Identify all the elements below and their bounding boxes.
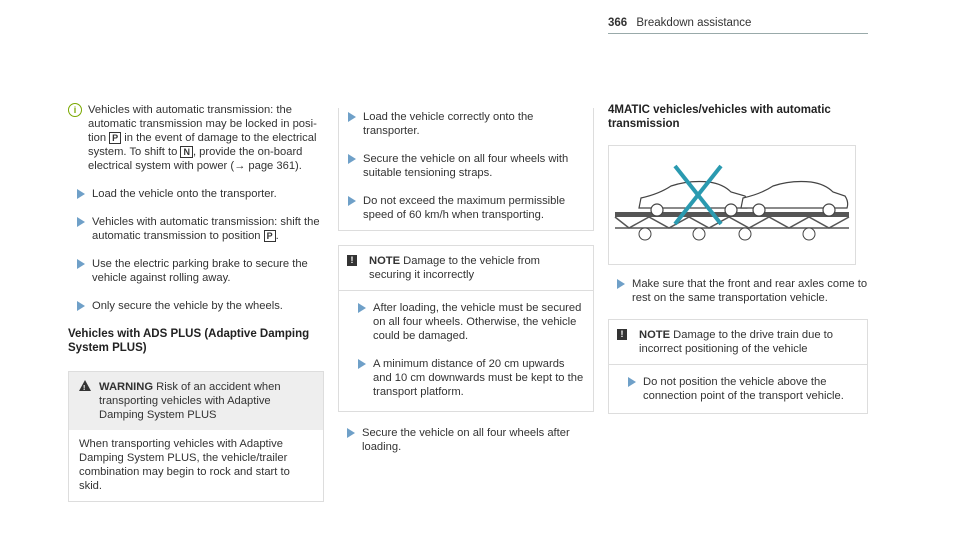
bullet-triangle-icon <box>617 279 625 289</box>
list-item: Load the vehicle correctly onto the transporter. <box>339 110 593 138</box>
list-item: Use the electric parking brake to secure the vehicle against rolling away. <box>68 257 324 285</box>
section-title: Breakdown assistance <box>636 17 752 29</box>
list-item: Make sure that the front and rear axles come to rest on the same transportation vehicle. <box>608 277 868 305</box>
column-1 <box>68 103 324 516</box>
notice-label: NOTE <box>369 255 401 267</box>
section-heading: 4MATIC vehicles/vehicles with automatic transmission <box>608 104 831 130</box>
bullet-triangle-icon <box>348 154 356 164</box>
transport-vehicle-image <box>609 146 855 264</box>
list-item: After loading, the vehicle must be secured on all four wheels. Otherwise, the vehicle could be damaged. <box>349 301 585 343</box>
warning-box: ! WARNING Risk of an accident when transporting vehicles with Adaptive Damping System PLUS When transporting vehicles with Adaptive Damping System PLUS, the vehicle/trailer combination may begin to rock and start to skid. <box>68 371 324 502</box>
car-2-wheel <box>823 204 835 216</box>
notice-label: NOTE <box>639 329 671 341</box>
list-item: A minimum distance of 20 cm upwards and 10 cm downwards must be kept to the transport platform. <box>349 357 585 399</box>
car-1-wheel <box>651 204 663 216</box>
trailer-wheel <box>639 228 651 240</box>
trailer-wheel <box>803 228 815 240</box>
list-item: Only secure the vehicle by the wheels. <box>68 299 324 313</box>
notice-box: ! NOTE Damage to the vehicle from securing it incorrectly After loading, the vehicle must be secured on all four wheels. Otherwise, the vehicle could be damaged. A minimum distance of 20 cm upwards and 10 cm downwards must be kept to the transport platform. <box>338 245 594 412</box>
warning-triangle-icon: ! <box>79 380 91 391</box>
key-p-icon: P <box>264 230 276 242</box>
bullet-triangle-icon <box>348 112 356 122</box>
key-p-icon: P <box>109 132 121 144</box>
list-item: Do not exceed the maximum permissible speed of 60 km/h when transporting. <box>339 194 593 222</box>
page-header <box>608 17 751 29</box>
header-rule <box>608 33 868 34</box>
list-item: Secure the vehicle on all four wheels with suitable tensioning straps. <box>339 152 593 180</box>
bullet-triangle-icon <box>358 303 366 313</box>
info-note: i Vehicles with automatic transmission: the automatic transmission may be locked in position P in the event of damage to the electrical system. To shift to N , provide the on-board electrical system with power (→ page 361). <box>68 103 324 173</box>
page-number: 366 <box>608 17 628 29</box>
section-heading: Vehicles with ADS PLUS (Adaptive Damping System PLUS) <box>68 328 310 354</box>
list-item: Load the vehicle onto the transporter. <box>68 187 324 201</box>
warning-label: WARNING <box>99 381 154 393</box>
bullet-triangle-icon <box>77 301 85 311</box>
bullet-triangle-icon <box>628 377 636 387</box>
list-item: Secure the vehicle on all four wheels after loading. <box>338 426 594 454</box>
notice-box: ! NOTE Damage to the drive train due to incorrect positioning of the vehicle Do not position the vehicle above the connection point of the transport vehicle. <box>608 319 868 414</box>
notice-icon: ! <box>617 329 627 340</box>
bullet-triangle-icon <box>77 189 85 199</box>
steps-box <box>338 108 594 231</box>
list-item: Vehicles with automatic transmission: shift the automatic transmission to position P . <box>68 215 324 243</box>
key-n-icon: N <box>180 146 193 158</box>
trailer-wheel <box>739 228 751 240</box>
info-icon: i <box>68 103 82 117</box>
column-2 <box>338 108 594 468</box>
bullet-triangle-icon <box>358 359 366 369</box>
warning-body: When transporting vehicles with Adaptive Damping System PLUS, the vehicle/trailer combination may begin to rock and start to skid. <box>79 438 290 492</box>
bullet-triangle-icon <box>348 196 356 206</box>
bullet-triangle-icon <box>77 217 85 227</box>
list-item: Do not position the vehicle above the connection point of the transport vehicle. <box>619 375 859 403</box>
notice-icon: ! <box>347 255 357 266</box>
column-3 <box>608 103 868 428</box>
trailer-truss <box>615 217 849 228</box>
trailer-wheel <box>693 228 705 240</box>
car-2-wheel <box>753 204 765 216</box>
transport-illustration <box>608 145 856 265</box>
bullet-triangle-icon <box>347 428 355 438</box>
car-1-wheel <box>725 204 737 216</box>
bullet-triangle-icon <box>77 259 85 269</box>
